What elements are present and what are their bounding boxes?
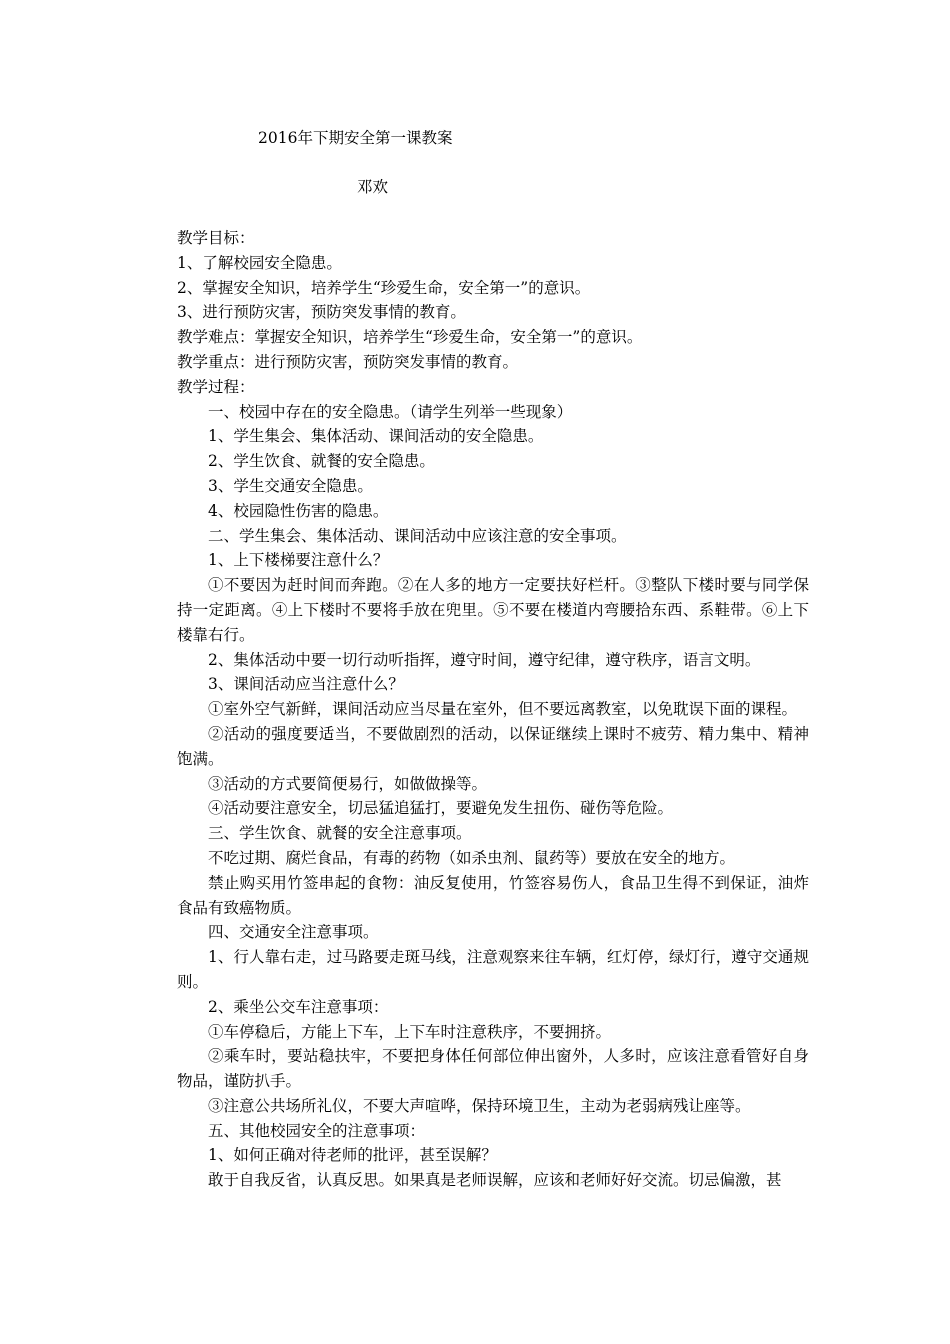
paragraph: ①不要因为赶时间而奔跑。②在人多的地方一定要扶好栏杆。③整队下楼时要与同学保持一定距离。④上下楼时不要将手放在兜里。⑤不要在楼道内弯腰拾东西、系鞋带。⑥上下楼靠右行。 <box>177 576 809 644</box>
paragraph: 教学过程： <box>177 377 255 396</box>
paragraph: 3、学生交通安全隐患。 <box>208 476 373 495</box>
document-body <box>177 226 809 1193</box>
document-author: 邓欢 <box>357 178 389 196</box>
paragraph: ①室外空气新鲜，课间活动应当尽量在室外，但不要远离教室，以免耽误下面的课程。 <box>208 700 798 719</box>
paragraph: 1、了解校园安全隐患。 <box>177 253 342 272</box>
paragraph: 2、掌握安全知识，培养学生“珍爱生命，安全第一”的意识。 <box>177 278 591 297</box>
paragraph: 3、进行预防灾害，预防突发事情的教育。 <box>177 303 466 322</box>
paragraph: 1、如何正确对待老师的批评，甚至误解？ <box>208 1146 497 1165</box>
paragraph: 敢于自我反省，认真反思。如果真是老师误解，应该和老师好好交流。切忌偏激，甚 <box>208 1171 782 1190</box>
paragraph: 3、课间活动应当注意什么？ <box>208 675 404 694</box>
paragraph: 四、交通安全注意事项。 <box>208 923 379 942</box>
document-title: 2016年下期安全第一课教案 <box>258 129 453 147</box>
paragraph: 4、校园隐性伤害的隐患。 <box>208 501 389 520</box>
paragraph: 1、上下楼梯要注意什么？ <box>208 551 389 570</box>
paragraph: 二、学生集会、集体活动、课间活动中应该注意的安全事项。 <box>208 526 627 545</box>
paragraph: ③活动的方式要简便易行，如做做操等。 <box>208 774 488 793</box>
paragraph: 禁止购买用竹签串起的食物：油反复使用，竹签容易伤人，食品卫生得不到保证，油炸食品有致癌物质。 <box>177 873 809 917</box>
paragraph: 1、学生集会、集体活动、课间活动的安全隐患。 <box>208 427 544 446</box>
paragraph: ③注意公共场所礼仪，不要大声喧哗，保持环境卫生，主动为老弱病残让座等。 <box>208 1096 751 1115</box>
paragraph: 2、乘坐公交车注意事项： <box>208 997 389 1016</box>
paragraph: 1、行人靠右走，过马路要走斑马线，注意观察来往车辆，红灯停，绿灯行，遵守交通规则。 <box>177 948 809 991</box>
paragraph: ①车停稳后，方能上下车，上下车时注意秩序，不要拥挤。 <box>208 1022 612 1041</box>
paragraph: 教学重点：进行预防灾害，预防突发事情的教育。 <box>177 352 519 371</box>
paragraph: 教学目标： <box>177 229 255 247</box>
paragraph: 2、学生饮食、就餐的安全隐患。 <box>208 452 435 471</box>
paragraph: 不吃过期、腐烂食品，有毒的药物（如杀虫剂、鼠药等）要放在安全的地方。 <box>208 848 736 867</box>
paragraph: ②乘车时，要站稳扶牢，不要把身体任何部位伸出窗外，人多时，应该注意看管好自身物品，谨防扒手。 <box>177 1047 809 1091</box>
paragraph: ④活动要注意安全，切忌猛追猛打，要避免发生扭伤、碰伤等危险。 <box>208 799 674 818</box>
paragraph: 五、其他校园安全的注意事项： <box>208 1121 426 1140</box>
paragraph: 一、校园中存在的安全隐患。（请学生列举一些现象） <box>208 402 573 421</box>
paragraph: 三、学生饮食、就餐的安全注意事项。 <box>208 824 472 843</box>
paragraph: 2、集体活动中要一切行动听指挥，遵守时间，遵守纪律，遵守秩序，语言文明。 <box>208 650 761 669</box>
paragraph: ②活动的强度要适当，不要做剧烈的活动，以保证继续上课时不疲劳、精力集中、精神饱满。 <box>177 724 809 768</box>
paragraph: 教学难点：掌握安全知识，培养学生“珍爱生命，安全第一”的意识。 <box>177 328 643 347</box>
